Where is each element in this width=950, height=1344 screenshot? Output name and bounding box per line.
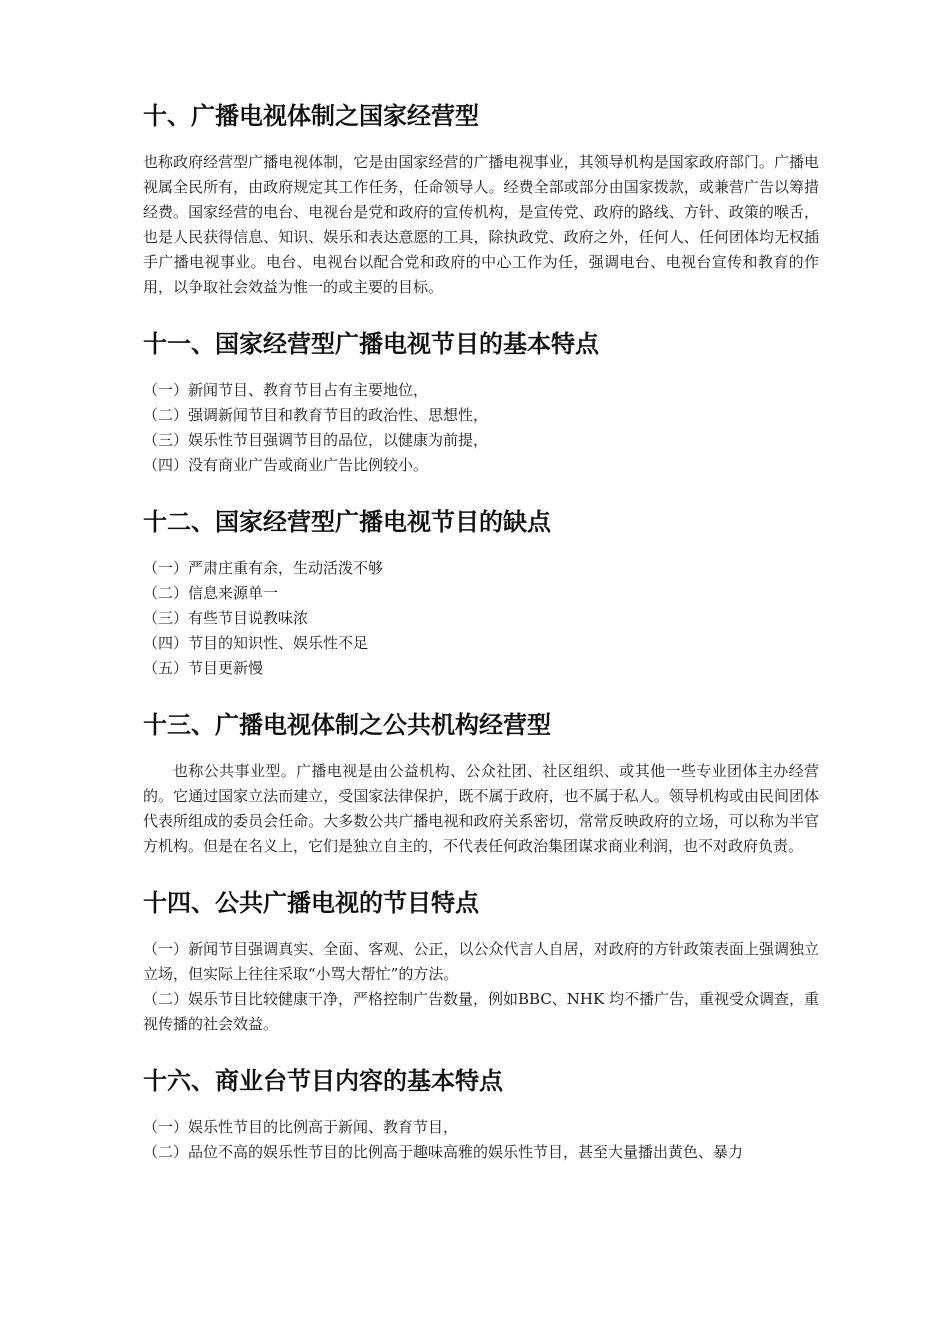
- section-heading: 十二、国家经营型广播电视节目的缺点: [143, 507, 551, 536]
- feature-list: [143, 937, 819, 1037]
- list-item: （一）新闻节目强调真实、全面、客观、公正，以公众代言人自居，对政府的方针政策表面上强调独立立场，但实际上往往采取“小骂大帮忙”的方法。: [143, 940, 819, 983]
- section-public-features: [143, 887, 819, 1037]
- section-heading: 十四、公共广播电视的节目特点: [143, 888, 479, 917]
- section-heading: 十六、商业台节目内容的基本特点: [143, 1066, 503, 1095]
- list-item: （二）娱乐节目比较健康干净，严格控制广告数量，例如BBC、NHK 均不播广告，重视受众调查，重视传播的社会效益。: [143, 990, 819, 1033]
- section-heading: 十一、国家经营型广播电视节目的基本特点: [143, 329, 599, 358]
- list-item: （一）新闻节目、教育节目占有主要地位，: [143, 381, 429, 399]
- document-page: [143, 100, 819, 1165]
- feature-list: [143, 1115, 819, 1165]
- section-national-system: [143, 100, 819, 300]
- section-public-system: [143, 709, 819, 859]
- section-national-shortcomings: [143, 506, 819, 681]
- list-item: （三）娱乐性节目强调节目的品位，以健康为前提，: [143, 431, 489, 449]
- list-item: （一）严肃庄重有余，生动活泼不够: [143, 559, 384, 577]
- list-item: （二）强调新闻节目和教育节目的政治性、思想性，: [143, 406, 489, 424]
- section-paragraph: 也称政府经营型广播电视体制，它是由国家经营的广播电视事业，其领导机构是国家政府部门。广播电视属全民所有，由政府规定其工作任务，任命领导人。经费全部或部分由国家拨款，或兼营广告以筹措经费。国家经营的电台、电视台是党和政府的宣传机构，是宣传党、政府的路线、方针、政策的喉舌，也是人民获得信息、知识、娱乐和表达意愿的工具，除执政党、政府之外，任何人、任何团体均无权插手广播电视事业。电台、电视台以配合党和政府的中心工作为任，强调电台、电视台宣传和教育的作用，以争取社会效益为惟一的或主要的目标。: [143, 153, 819, 296]
- feature-list: [143, 378, 819, 478]
- list-item: （一）娱乐性节目的比例高于新闻、教育节目，: [143, 1118, 459, 1136]
- section-commercial-features: [143, 1065, 819, 1165]
- list-item: （二）品位不高的娱乐性节目的比例高于趣味高雅的娱乐性节目，甚至大量播出黄色、暴力: [143, 1143, 744, 1161]
- shortcoming-list: [143, 556, 819, 681]
- section-heading: 十、广播电视体制之国家经营型: [143, 101, 479, 130]
- list-item: （四）没有商业广告或商业广告比例较小。: [143, 456, 429, 474]
- section-national-features: [143, 328, 819, 478]
- list-item: （四）节目的知识性、娱乐性不足: [143, 634, 369, 652]
- list-item: （三）有些节目说教味浓: [143, 609, 309, 627]
- section-heading: 十三、广播电视体制之公共机构经营型: [143, 710, 551, 739]
- list-item: （五）节目更新慢: [143, 659, 264, 677]
- section-paragraph: 也称公共事业型。广播电视是由公益机构、公众社团、社区组织、或其他一些专业团体主办经营的。它通过国家立法而建立，受国家法律保护，既不属于政府，也不属于私人。领导机构或由民间团体代表所组成的委员会任命。大多数公共广播电视和政府关系密切，常常反映政府的立场，可以称为半官方机构。但是在名义上，它们是独立自主的，不代表任何政治集团谋求商业利润，也不对政府负责。: [143, 762, 819, 855]
- list-item: （二）信息来源单一: [143, 584, 279, 602]
